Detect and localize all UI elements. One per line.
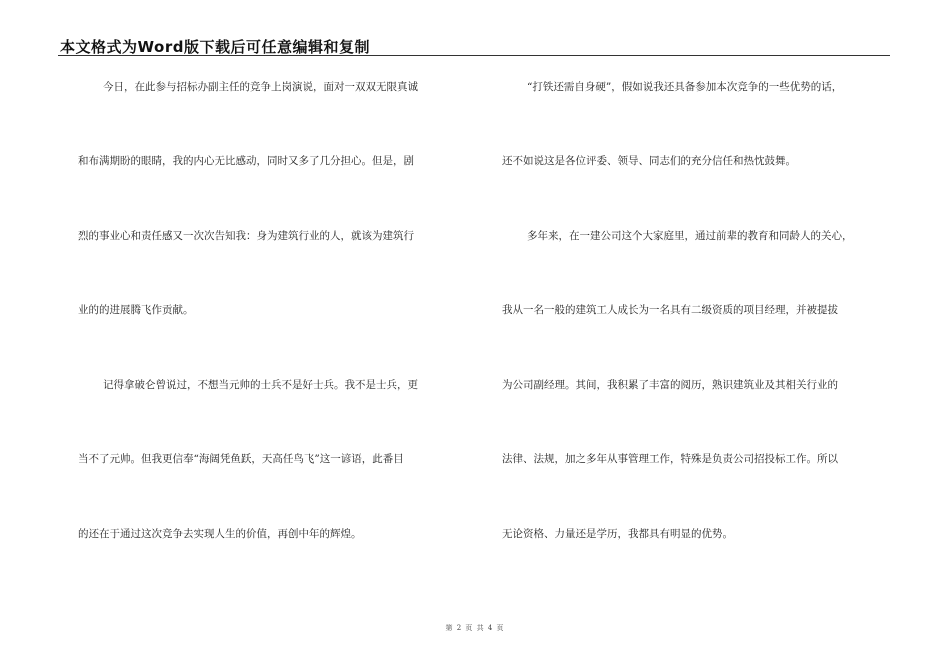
right-line-6: 法律、法规，加之多年从事管理工作，特殊是负责公司招投标工作。所以 [502, 453, 838, 465]
left-line-2: 和布满期盼的眼睛，我的内心无比感动，同时又多了几分担心。但是，剧 [78, 155, 414, 167]
left-line-7: 的还在于通过这次竞争去实现人生的价值，再创中年的辉煌。 [78, 528, 362, 540]
right-line-1: “打铁还需自身硬”，假如说我还具备参加本次竞争的一些优势的话， [527, 81, 843, 93]
right-line-4: 我从一名一般的建筑工人成长为一名具有二级资质的项目经理，并被提拔 [502, 304, 838, 316]
left-line-6: 当不了元帅。但我更信奉“海阔凭鱼跃，天高任鸟飞”这一谚语，此番目 [78, 453, 404, 465]
right-line-3: 多年来，在一建公司这个大家庭里，通过前辈的教育和同龄人的关心， [527, 230, 853, 242]
left-line-4: 业的的进展腾飞作贡献。 [78, 304, 194, 316]
page-number-footer: 第 2 页 共 4 页 [445, 624, 505, 632]
left-line-5: 记得拿破仑曾说过，不想当元帅的士兵不是好士兵。我不是士兵，更 [103, 379, 418, 391]
right-line-2: 还不如说这是各位评委、领导、同志们的充分信任和热忱鼓舞。 [502, 155, 796, 167]
right-line-5: 为公司副经理。其间，我积累了丰富的阅历，熟识建筑业及其相关行业的 [502, 379, 838, 391]
left-line-1: 今日，在此参与招标办副主任的竞争上岗演说，面对一双双无限真诚 [103, 81, 418, 93]
document-header-title: 本文格式为Word版下载后可任意编辑和复制 [60, 38, 370, 56]
left-line-3: 烈的事业心和责任感又一次次告知我：身为建筑行业的人，就该为建筑行 [78, 230, 414, 242]
header-divider [58, 55, 890, 56]
right-line-7: 无论资格、力量还是学历，我都具有明显的优势。 [502, 528, 733, 540]
